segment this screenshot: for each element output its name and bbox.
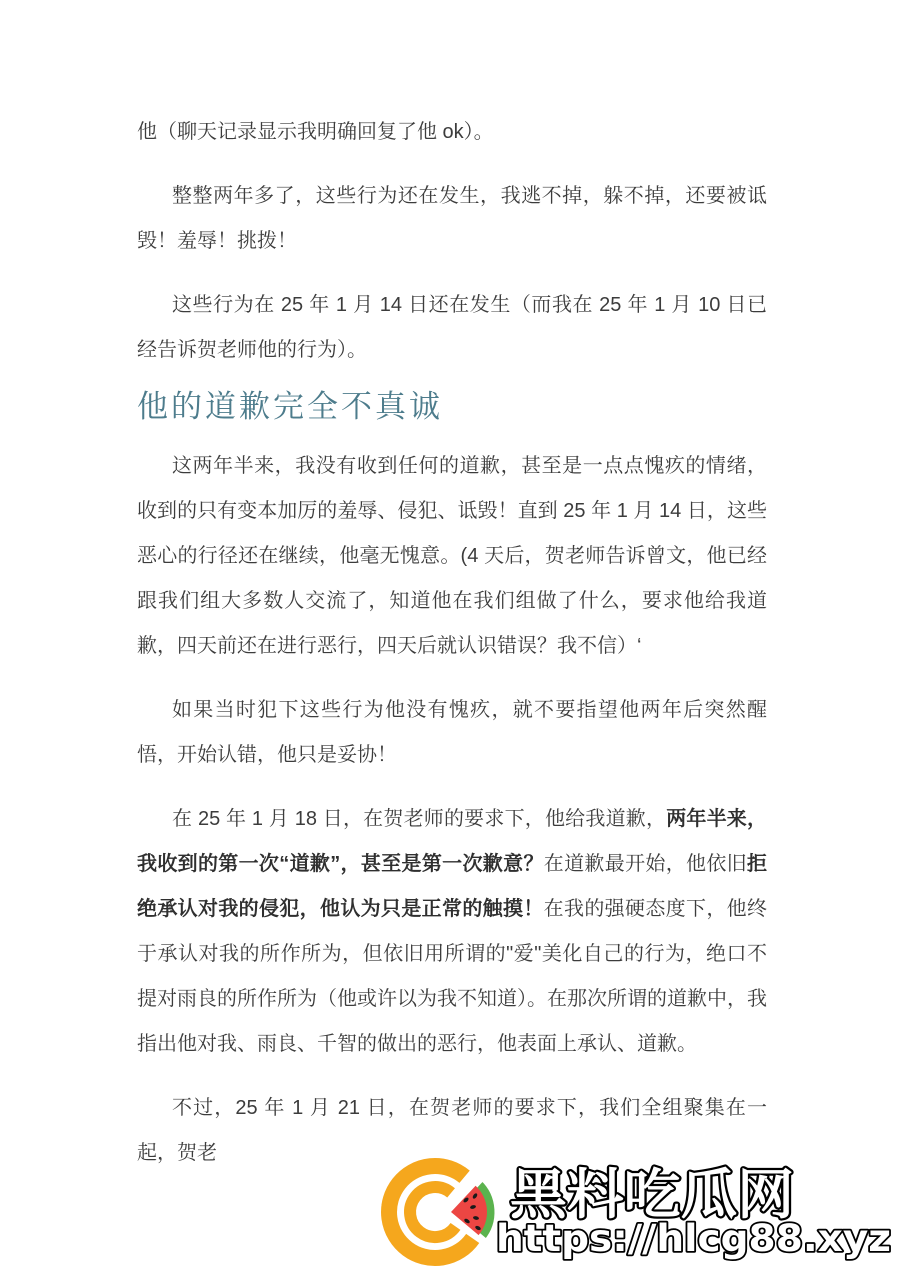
text-run: 整整两年多了，这些行为还在发生，我逃不掉，躲不掉，还要被诋毁！羞辱！挑拨！ (137, 185, 767, 252)
watermark-site-name: 黑料吃瓜网 (510, 1163, 794, 1226)
paragraph (137, 444, 767, 669)
text-run: 如果当时犯下这些行为他没有愧疚，就不要指望他两年后突然醒悟，开始认错，他只是妥协！ (137, 699, 767, 766)
site-watermark (380, 1150, 904, 1280)
text-run: 在 25 年 1 月 18 日，在贺老师的要求下，他给我道歉， (172, 808, 667, 830)
text-run: 在我的强硬态度下，他终于承认对我的所作所为，但依旧用所谓的"爱"美化自己的行为，绝口不提对雨良的所作所为（他或许以为我不知道）。在那次所谓的道歉中，我指出他对我、雨良、千智的做出的恶行，他表面上承认、道歉。 (137, 898, 768, 1055)
bold-text-run: 两年半来，我收到的第一次“道歉”，甚至是第一次歉意？ (137, 808, 767, 875)
paragraph (137, 283, 767, 373)
paragraph (137, 110, 767, 155)
text-run: 他（聊天记录显示我明确回复了他 ok）。 (137, 121, 494, 143)
bold-text-run: 拒绝承认对我的侵犯，他认为只是正常的触摸！ (137, 853, 768, 920)
text-run: 不过，25 年 1 月 21 日，在贺老师的要求下，我们全组聚集在一起，贺老 (137, 1097, 767, 1164)
text-run: 在道歉最开始，他依旧 (543, 853, 748, 875)
text-run: 这些行为在 25 年 1 月 14 日还在发生（而我在 25 年 1 月 10 日已经告诉贺老师他的行为）。 (137, 294, 767, 361)
document-content (137, 0, 767, 1195)
section-heading: 他的道歉完全不真诚 (137, 389, 443, 424)
paragraph (137, 797, 767, 1067)
paragraph (137, 688, 767, 778)
text-run: 这两年半来，我没有收到任何的道歉，甚至是一点点愧疚的情绪，收到的只有变本加厉的羞辱、侵犯、诋毁！直到 25 年 1 月 14 日，这些恶心的行径还在继续，他毫无愧意。(4 天后，贺老师告诉曾文，他已经跟我们组大多数人交流了，知道他在我们组做了什么，要求他给我道歉，四天前还在进行恶行，四天后就认识错误？我不信）‘ (137, 455, 767, 657)
paragraph (137, 174, 767, 264)
watermark-site-url: https://hlcg88.xyz (496, 1217, 891, 1260)
watermelon-logo-icon (389, 1166, 497, 1258)
